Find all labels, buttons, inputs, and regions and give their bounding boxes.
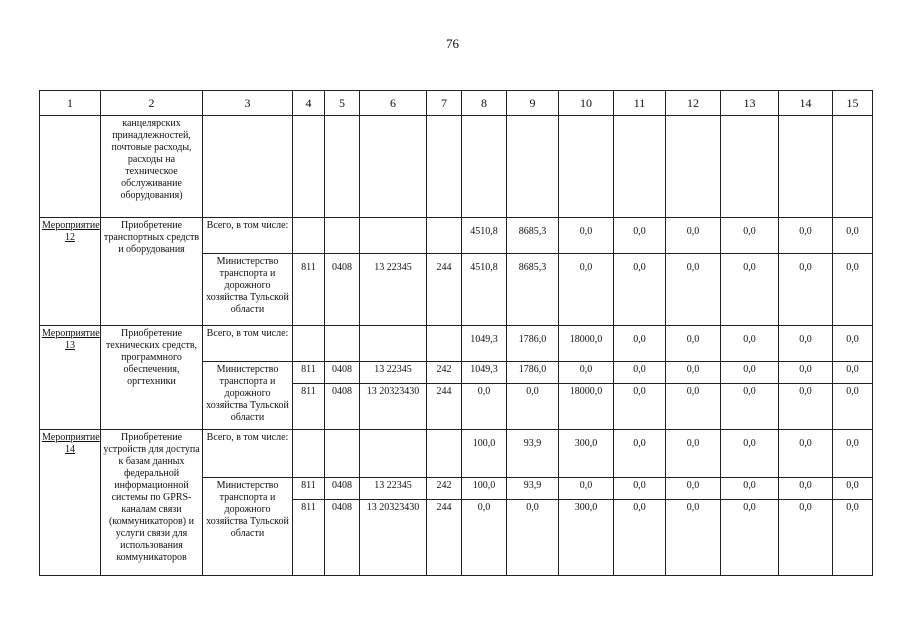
cell-value: 0,0 (559, 478, 614, 500)
cell-value: 0,0 (614, 478, 666, 500)
cell-value: 0,0 (833, 326, 873, 362)
cell-value: 8685,3 (507, 218, 559, 254)
cell-value: 13 20323430 (360, 384, 427, 430)
column-header: 13 (721, 91, 779, 116)
cell-value: 242 (427, 478, 462, 500)
cell-value: 811 (293, 478, 325, 500)
cell-value: 1049,3 (462, 326, 507, 362)
cell-value: 0,0 (614, 362, 666, 384)
cell-value: 100,0 (462, 478, 507, 500)
cell-value: 0408 (325, 254, 360, 326)
table-row (40, 218, 873, 254)
cell-value: 0,0 (507, 500, 559, 576)
table-row (40, 430, 873, 478)
cell-value: 0,0 (779, 218, 833, 254)
column-header: 6 (360, 91, 427, 116)
cell-value: 1786,0 (507, 326, 559, 362)
cell-value: 0,0 (462, 500, 507, 576)
executor: Министерство транспорта и дорожного хозяйства Тульской области (203, 478, 293, 576)
cell-value: 13 22345 (360, 478, 427, 500)
cell-value: 0,0 (833, 254, 873, 326)
executor: Министерство транспорта и дорожного хозяйства Тульской области (203, 362, 293, 430)
cell-value: 0,0 (614, 254, 666, 326)
cell-value: 811 (293, 500, 325, 576)
event-name: Приобретение технических средств, программного обеспечения, оргтехники (101, 326, 203, 430)
cell-value: 0,0 (779, 478, 833, 500)
cell-value: 0,0 (721, 254, 779, 326)
cell-value: 13 22345 (360, 254, 427, 326)
executor: Министерство транспорта и дорожного хозяйства Тульской области (203, 254, 293, 326)
cell-value: 0408 (325, 478, 360, 500)
cell-value: 0,0 (779, 430, 833, 478)
cell-value: 0,0 (721, 384, 779, 430)
cell-value: 0,0 (666, 254, 721, 326)
column-header: 12 (666, 91, 721, 116)
cell-value: 0,0 (614, 384, 666, 430)
cell-value: 4510,8 (462, 254, 507, 326)
cell-value: 0,0 (614, 500, 666, 576)
total-label: Всего, в том числе: (203, 218, 293, 254)
total-label: Всего, в том числе: (203, 326, 293, 362)
cell-value: 300,0 (559, 430, 614, 478)
column-header: 5 (325, 91, 360, 116)
cell-value: 0,0 (833, 430, 873, 478)
cell-value: 100,0 (462, 430, 507, 478)
cell-value: 1786,0 (507, 362, 559, 384)
column-header-row (40, 91, 873, 116)
column-header: 1 (40, 91, 101, 116)
cell-value: 18000,0 (559, 384, 614, 430)
page-number: 76 (446, 36, 459, 51)
cell-value: 13 20323430 (360, 500, 427, 576)
cell-value: 0,0 (614, 218, 666, 254)
continued-description: канцелярских принадлежностей, почтовые расходы, расходы на техническое обслуживание оборудования) (101, 116, 203, 218)
cell-value: 0,0 (462, 384, 507, 430)
cell-value: 18000,0 (559, 326, 614, 362)
cell-value: 0,0 (833, 384, 873, 430)
continued-row (40, 116, 873, 218)
cell-value: 811 (293, 362, 325, 384)
cell-value: 0,0 (833, 500, 873, 576)
cell-value: 0,0 (721, 326, 779, 362)
event-id: Мероприятие 14 (40, 430, 101, 576)
cell-value: 0,0 (833, 218, 873, 254)
event-name: Приобретение устройств для доступа к базам данных федеральной информационной системы по GPRS-каналам связи (коммуникаторов) и услуги связи для использования коммуникаторов (101, 430, 203, 576)
cell-value: 93,9 (507, 478, 559, 500)
cell-value: 244 (427, 384, 462, 430)
cell-value: 811 (293, 384, 325, 430)
cell-value: 0408 (325, 362, 360, 384)
column-header: 2 (101, 91, 203, 116)
budget-table (39, 90, 873, 576)
cell-value: 1049,3 (462, 362, 507, 384)
cell-value: 0,0 (666, 326, 721, 362)
cell-value: 0,0 (614, 326, 666, 362)
cell-value: 0,0 (721, 500, 779, 576)
cell-value: 0,0 (614, 430, 666, 478)
cell-value: 0,0 (666, 430, 721, 478)
column-header: 7 (427, 91, 462, 116)
cell-value: 0,0 (559, 254, 614, 326)
cell-value: 0,0 (779, 500, 833, 576)
column-header: 11 (614, 91, 666, 116)
cell-value: 0,0 (833, 362, 873, 384)
cell-value: 4510,8 (462, 218, 507, 254)
table-row (40, 326, 873, 362)
cell-value: 244 (427, 254, 462, 326)
cell-value: 8685,3 (507, 254, 559, 326)
cell-value: 0,0 (666, 218, 721, 254)
cell-value: 0,0 (666, 362, 721, 384)
event-name: Приобретение транспортных средств и оборудования (101, 218, 203, 326)
total-label: Всего, в том числе: (203, 430, 293, 478)
cell-value: 811 (293, 254, 325, 326)
cell-value: 0,0 (779, 326, 833, 362)
cell-value: 0,0 (779, 254, 833, 326)
cell-value: 0,0 (721, 362, 779, 384)
cell-value: 0,0 (666, 500, 721, 576)
cell-value: 0408 (325, 500, 360, 576)
cell-value: 0,0 (779, 384, 833, 430)
event-id: Мероприятие 12 (40, 218, 101, 326)
column-header: 8 (462, 91, 507, 116)
cell-value: 242 (427, 362, 462, 384)
cell-value: 0,0 (559, 218, 614, 254)
column-header: 15 (833, 91, 873, 116)
cell-value: 0,0 (507, 384, 559, 430)
column-header: 9 (507, 91, 559, 116)
column-header: 10 (559, 91, 614, 116)
cell-value: 300,0 (559, 500, 614, 576)
event-id: Мероприятие 13 (40, 326, 101, 430)
cell-value: 13 22345 (360, 362, 427, 384)
cell-value: 0,0 (779, 362, 833, 384)
cell-value: 0408 (325, 384, 360, 430)
cell-value: 93,9 (507, 430, 559, 478)
cell-value: 0,0 (666, 384, 721, 430)
cell-value: 0,0 (833, 478, 873, 500)
cell-value: 244 (427, 500, 462, 576)
column-header: 3 (203, 91, 293, 116)
cell-value: 0,0 (559, 362, 614, 384)
cell-value: 0,0 (721, 218, 779, 254)
column-header: 4 (293, 91, 325, 116)
cell-value: 0,0 (666, 478, 721, 500)
cell-value: 0,0 (721, 430, 779, 478)
column-header: 14 (779, 91, 833, 116)
cell-value: 0,0 (721, 478, 779, 500)
